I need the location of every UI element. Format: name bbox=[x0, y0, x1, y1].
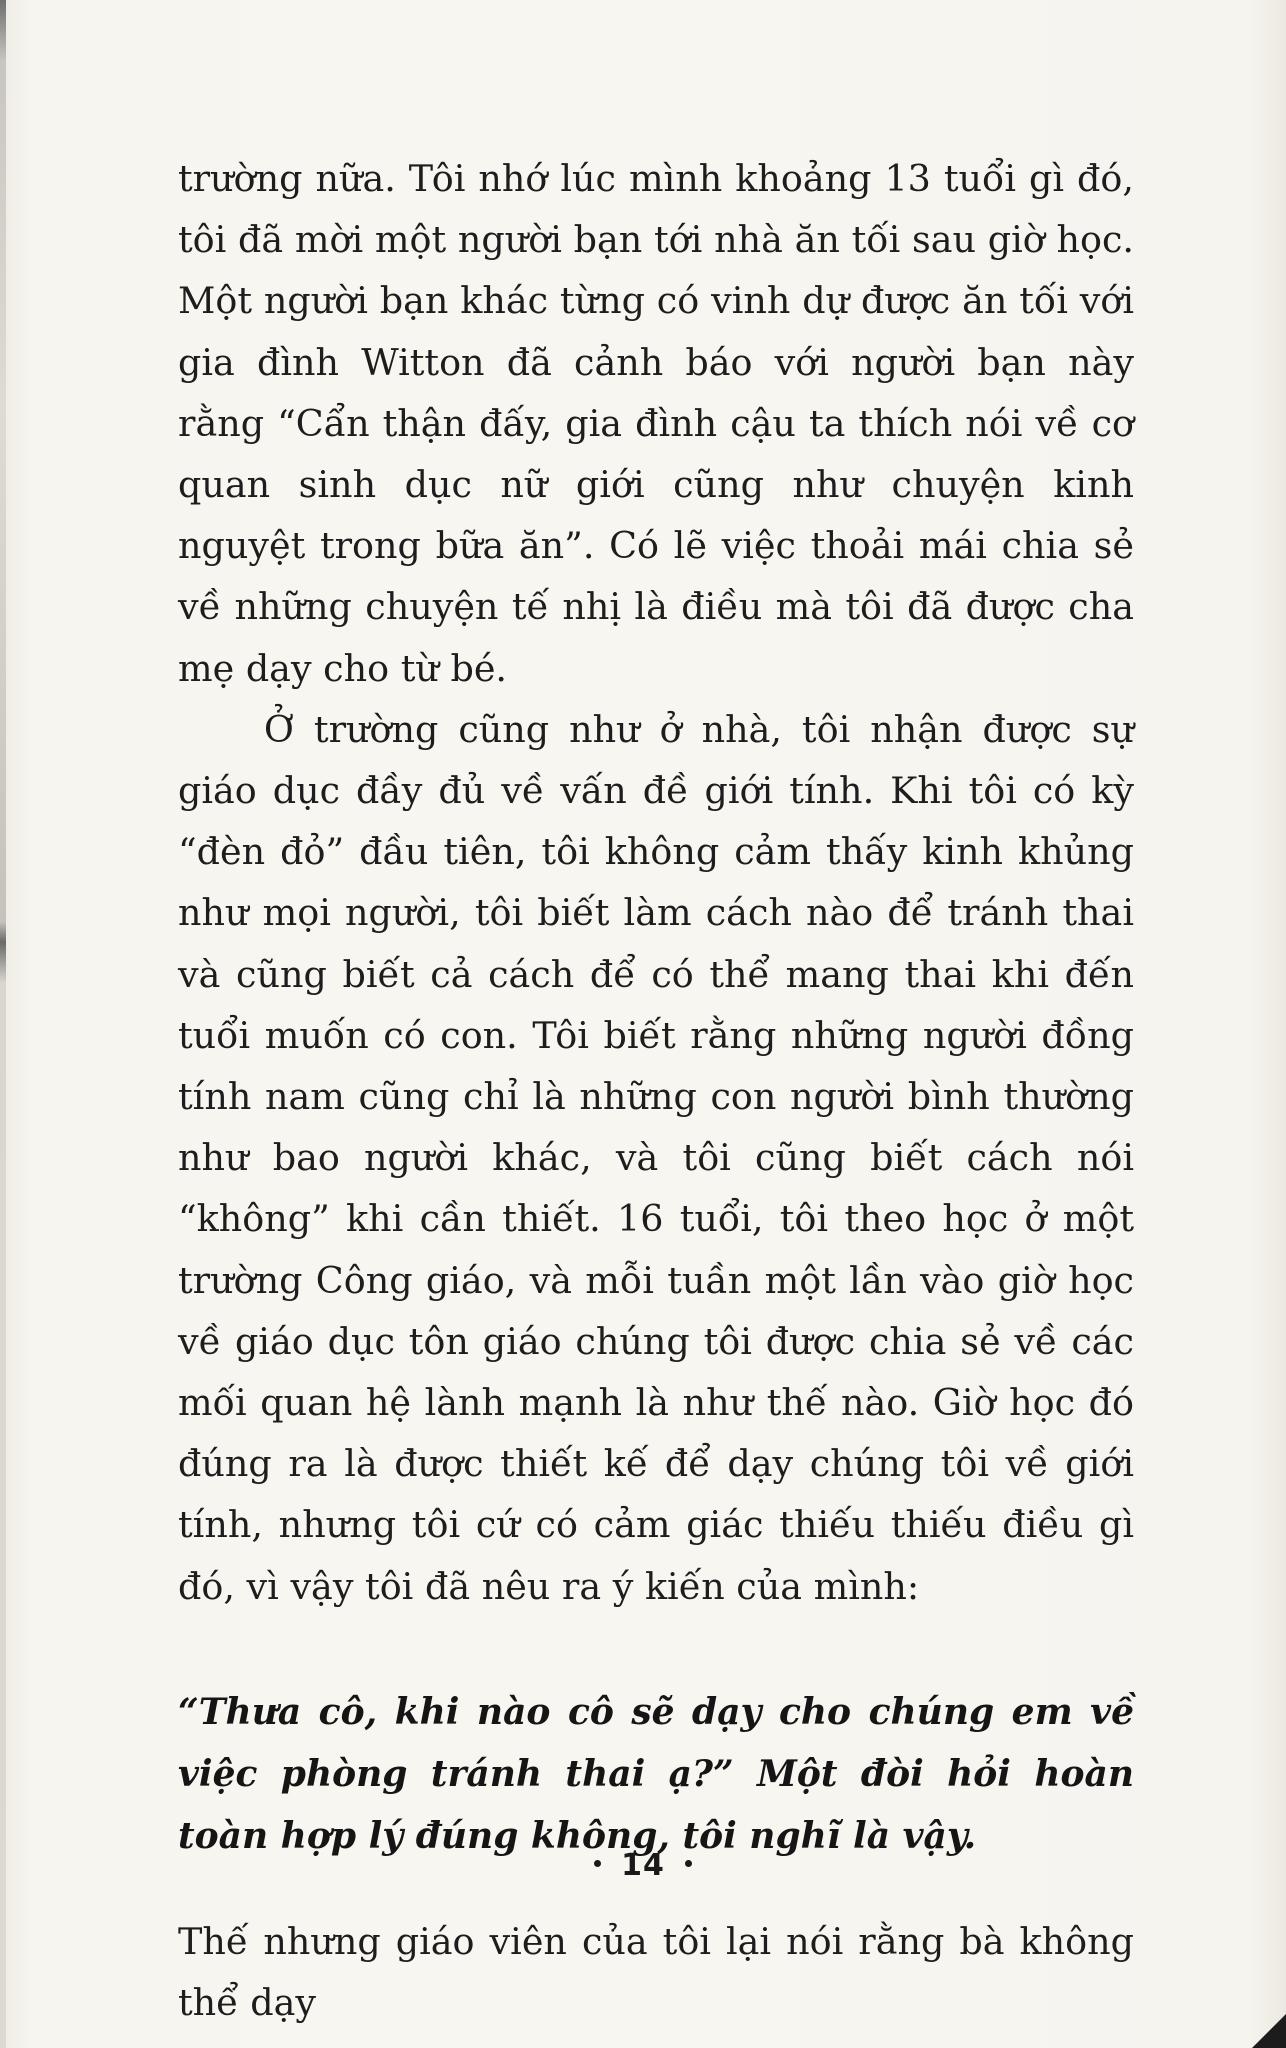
paragraph-continued: trường nữa. Tôi nhớ lúc mình khoảng 13 tuổi gì đó, tôi đã mời một người bạn tới nhà ăn tối sau giờ học. Một người bạn khác từng có vinh dự được ăn tối với gia đình Witton đã cảnh báo với người bạn này rằng “Cẩn thận đấy, gia đình cậu ta thích nói về cơ quan sinh dục nữ giới cũng như chuyện kinh nguyệt trong bữa ăn”. Có lẽ việc thoải mái chia sẻ về những chuyện tế nhị là điều mà tôi đã được cha mẹ dạy cho từ bé. bbox=[178, 157, 1134, 690]
bullet-right-icon bbox=[685, 1860, 692, 1867]
page-corner-shadow bbox=[1252, 2014, 1286, 2048]
bold-italic-quote: “Thưa cô, khi nào cô sẽ dạy cho chúng em về việc phòng tránh thai ạ?” Một đòi hỏi hoàn toàn hợp lý đúng không, tôi nghĩ là vậy. bbox=[178, 1690, 1134, 1857]
page-body bbox=[178, 148, 1134, 2033]
bullet-left-icon bbox=[594, 1860, 601, 1867]
page-number-text: 14 bbox=[621, 1848, 665, 1883]
paragraph-closing-line: Thế nhưng giáo viên của tôi lại nói rằng bà không thể dạy bbox=[178, 1919, 1134, 2025]
page-number bbox=[0, 1848, 1286, 1883]
page-binding-edge bbox=[0, 0, 6, 2048]
paragraph-sex-education: Ở trường cũng như ở nhà, tôi nhận được sự giáo dục đầy đủ về vấn đề giới tính. Khi tôi có kỳ “đèn đỏ” đầu tiên, tôi không cảm thấy kinh khủng như mọi người, tôi biết làm cách nào để tránh thai và cũng biết cả cách để có thể mang thai khi đến tuổi muốn có con. Tôi biết rằng những người đồng tính nam cũng chỉ là những con người bình thường như bao người khác, và tôi cũng biết cách nói “không” khi cần thiết. 16 tuổi, tôi theo học ở một trường Công giáo, và mỗi tuần một lần vào giờ học về giáo dục tôn giáo chúng tôi được chia sẻ về các mối quan hệ lành mạnh là như thế nào. Giờ học đó đúng ra là được thiết kế để dạy chúng tôi về giới tính, nhưng tôi cứ có cảm giác thiếu thiếu điều gì đó, vì vậy tôi đã nêu ra ý kiến của mình: bbox=[178, 707, 1134, 1608]
